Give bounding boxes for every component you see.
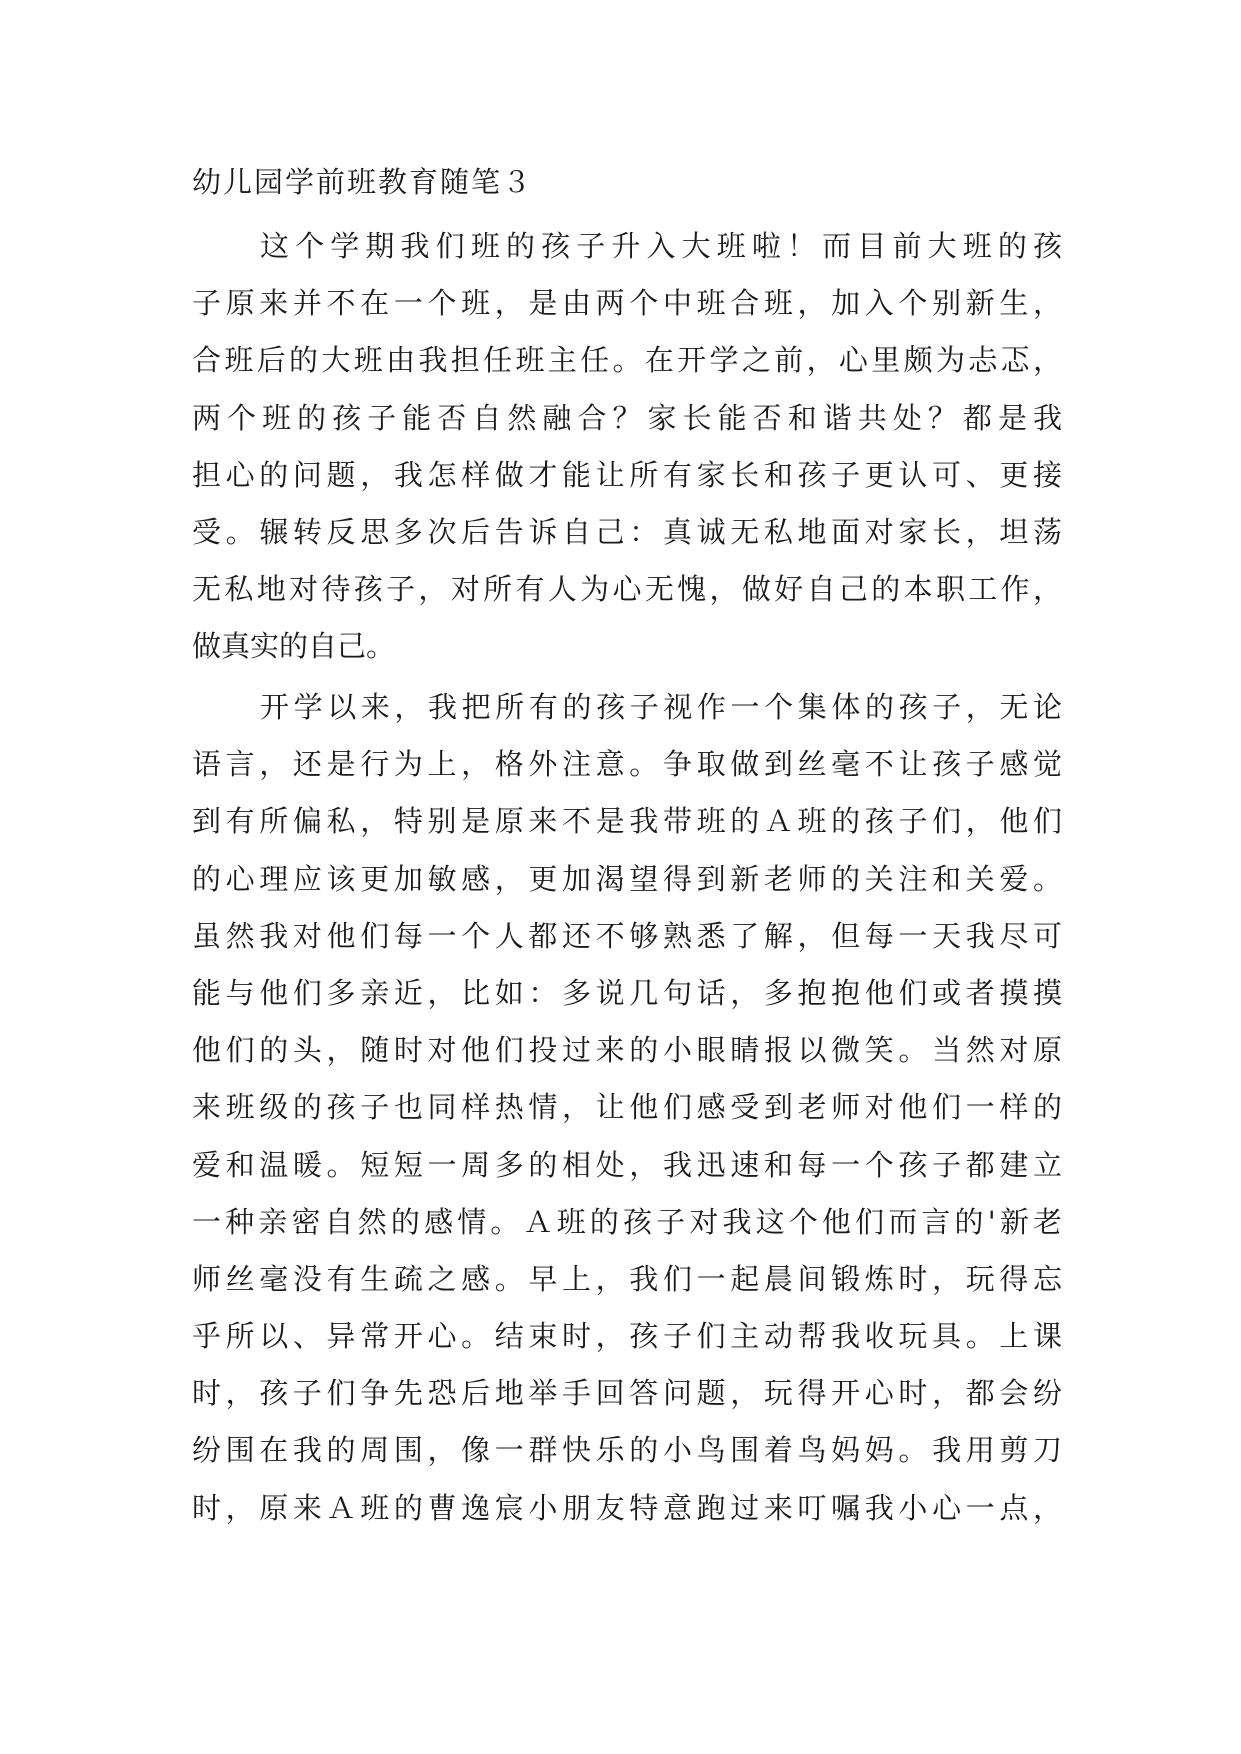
text-line: 受。辗转反思多次后告诉自己：真诚无私地面对家长，坦荡	[192, 514, 1062, 549]
document-title: 幼儿园学前班教育随笔３	[192, 165, 534, 199]
text-line: 做真实的自己。	[192, 629, 396, 664]
text-line: 师丝毫没有生疏之感。早上，我们一起晨间锻炼时，玩得忘	[192, 1261, 1062, 1296]
text-line: 虽然我对他们每一个人都还不够熟悉了解，但每一天我尽可	[192, 918, 1062, 953]
text-line: 的心理应该更加敏感，更加渴望得到新老师的关注和关爱。	[192, 861, 1062, 896]
text-line: 担心的问题，我怎样做才能让所有家长和孩子更认可、更接	[192, 457, 1062, 492]
text-line: 纷围在我的周围，像一群快乐的小鸟围着鸟妈妈。我用剪刀	[192, 1433, 1062, 1468]
paragraph	[192, 218, 1062, 676]
text-line: 开学以来，我把所有的孩子视作一个集体的孩子，无论	[260, 690, 1062, 724]
text-line: 语言，还是行为上，格外注意。争取做到丝毫不让孩子感觉	[192, 747, 1062, 782]
text-line: 子原来并不在一个班，是由两个中班合班，加入个别新生，	[192, 286, 1062, 321]
text-line: 这个学期我们班的孩子升入大班啦！而目前大班的孩	[260, 229, 1062, 263]
text-line: 两个班的孩子能否自然融合？家长能否和谐共处？都是我	[192, 400, 1062, 435]
text-line: 到有所偏私，特别是原来不是我带班的Ａ班的孩子们，他们	[192, 804, 1062, 839]
text-line: 无私地对待孩子，对所有人为心无愧，做好自己的本职工作，	[192, 572, 1062, 607]
text-line: 来班级的孩子也同样热情，让他们感受到老师对他们一样的	[192, 1090, 1062, 1125]
text-line: 时，原来Ａ班的曹逸宸小朋友特意跑过来叮嘱我小心一点，	[192, 1490, 1062, 1525]
text-line: 一种亲密自然的感情。Ａ班的孩子对我这个他们而言的'新老	[192, 1204, 1062, 1239]
text-line: 能与他们多亲近，比如：多说几句话，多抱抱他们或者摸摸	[192, 975, 1062, 1010]
text-line: 他们的头，随时对他们投过来的小眼睛报以微笑。当然对原	[192, 1033, 1062, 1068]
text-line: 时，孩子们争先恐后地举手回答问题，玩得开心时，都会纷	[192, 1376, 1062, 1411]
text-line: 爱和温暖。短短一周多的相处，我迅速和每一个孩子都建立	[192, 1147, 1062, 1182]
paragraph	[192, 679, 1062, 1537]
text-line: 合班后的大班由我担任班主任。在开学之前，心里颇为忐忑，	[192, 343, 1062, 378]
text-line: 乎所以、异常开心。结束时，孩子们主动帮我收玩具。上课	[192, 1319, 1062, 1354]
